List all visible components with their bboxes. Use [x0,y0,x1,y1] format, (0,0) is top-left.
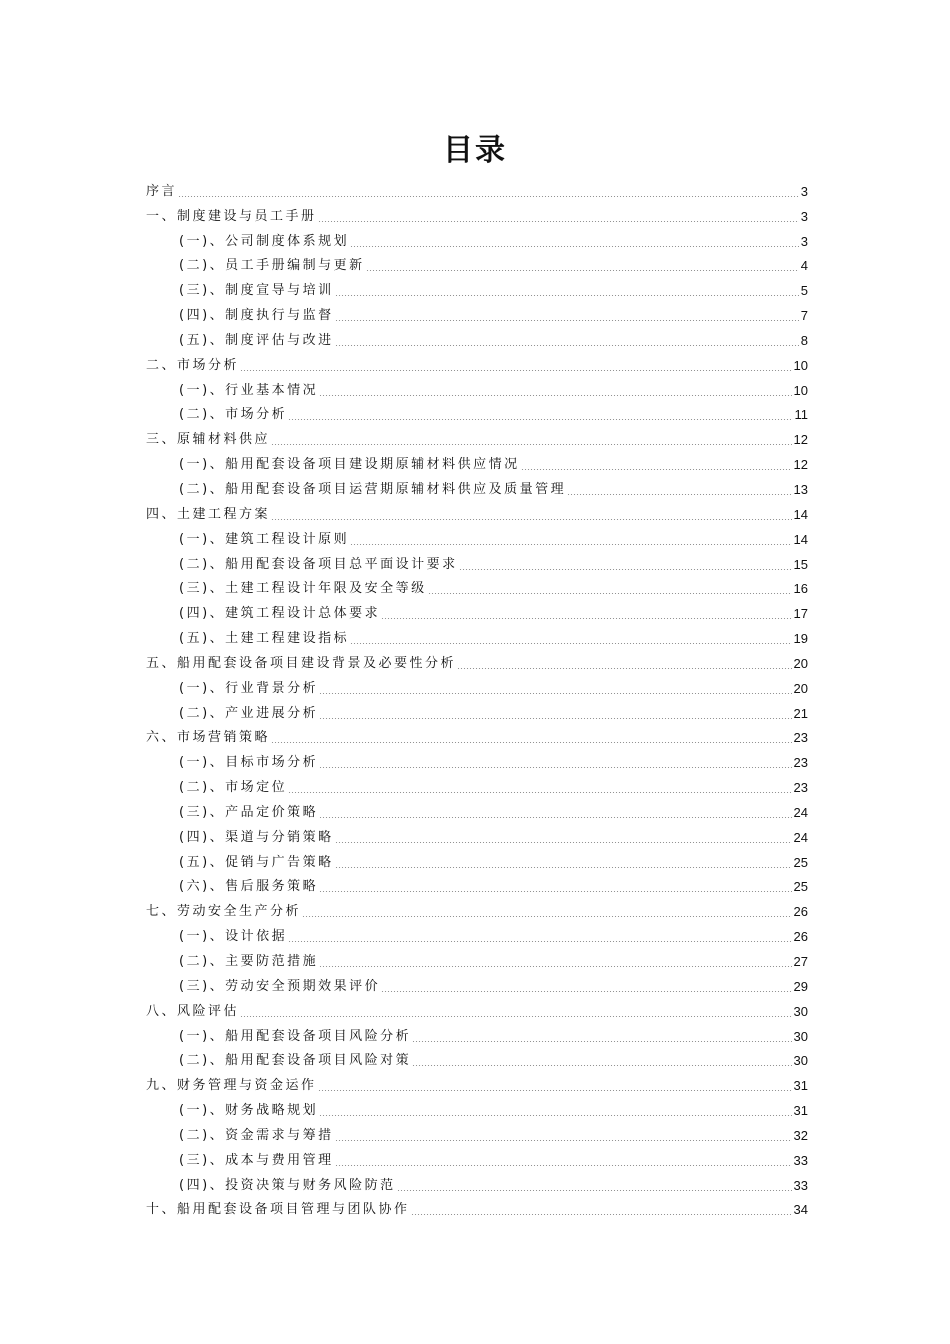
toc-entry-title: 七、劳动安全生产分析 [146,904,302,920]
toc-entry-title: (一)、设计依据 [179,929,288,945]
toc-subentry[interactable] [146,250,808,275]
toc-entry-title: (一)、目标市场分析 [179,755,319,771]
toc-entry[interactable] [146,498,808,523]
toc-subentry[interactable] [146,1045,808,1070]
toc-page-number: 27 [793,954,808,969]
toc-entry-title: (二)、市场定位 [179,780,288,796]
toc-subentry[interactable] [146,945,808,970]
toc-page-number: 14 [793,506,808,522]
toc-entry-title: 十、船用配套设备项目管理与团队协作 [146,1202,410,1218]
dot-leader [397,1190,792,1191]
toc-page-number: 29 [793,978,808,994]
toc-entry[interactable] [146,647,808,672]
toc-entry-title: (一)、财务战略规划 [179,1103,319,1119]
dot-leader [178,196,799,197]
toc-entry-title: 八、风险评估 [146,1003,240,1019]
toc-page-number: 3 [800,233,808,249]
toc-entry-title: (二)、资金需求与筹措 [179,1127,334,1143]
toc-page-number: 34 [793,1202,808,1218]
toc-subentry[interactable] [146,597,808,622]
toc-page-number: 10 [793,382,808,398]
toc-page-number: 30 [793,1003,808,1019]
toc-entry-title: (三)、制度宣导与培训 [179,283,334,299]
dot-leader [318,221,799,222]
dot-leader [335,345,799,346]
toc-page-number: 12 [793,457,808,473]
toc-entry-title: (二)、市场分析 [179,407,288,423]
toc-page-number: 31 [793,1078,808,1094]
toc-subentry[interactable] [146,920,808,945]
toc-entry-title: (五)、促销与广告策略 [179,854,334,870]
dot-leader [335,1140,792,1141]
toc-page-number: 24 [793,804,808,820]
dot-leader [428,593,792,594]
toc-page-number: 5 [800,283,808,299]
toc-subentry[interactable] [146,821,808,846]
dot-leader [319,817,791,818]
dot-leader [302,916,792,917]
toc-entry[interactable] [146,995,808,1020]
toc-page-number: 4 [800,258,808,274]
dot-leader [381,991,791,992]
toc-subentry[interactable] [146,324,808,349]
toc-page-number: 16 [793,581,808,597]
toc-page-number: 13 [793,481,808,497]
toc-page-number: 30 [793,1053,808,1069]
toc-subentry[interactable] [146,1169,808,1194]
toc-entry-title: (四)、制度执行与监督 [179,308,334,324]
toc-subentry[interactable] [146,1020,808,1045]
toc-page-number: 23 [793,755,808,771]
dot-leader [567,494,791,495]
dot-leader [240,1016,792,1017]
dot-leader [318,1090,792,1091]
dot-leader [335,320,799,321]
toc-subentry[interactable] [146,672,808,697]
toc-page-number: 19 [793,631,808,647]
toc-page-number: 31 [793,1103,808,1119]
toc-entry-title: 二、市场分析 [146,357,240,373]
toc-entry-title: (一)、建筑工程设计原则 [179,531,350,547]
dot-leader [412,1041,791,1042]
toc-entry-title: (五)、土建工程建设指标 [179,631,350,647]
toc-entry-title: (二)、船用配套设备项目总平面设计要求 [179,556,458,572]
toc-entry-title: (三)、产品定价策略 [179,804,319,820]
toc-entry[interactable] [146,895,808,920]
toc-subentry[interactable] [146,1144,808,1169]
dot-leader [335,1165,792,1166]
toc-subentry[interactable] [146,871,808,896]
toc-entry[interactable] [146,1194,808,1219]
dot-leader [521,469,792,470]
toc-entry[interactable] [146,423,808,448]
toc-entry-title: (三)、劳动安全预期效果评价 [179,978,381,994]
dot-leader [412,1065,791,1066]
toc-subentry[interactable] [146,299,808,324]
toc-page-number: 23 [793,780,808,796]
toc-subentry[interactable] [146,771,808,796]
dot-leader [319,891,791,892]
toc-page-number: 30 [793,1028,808,1044]
toc-subentry[interactable] [146,1119,808,1144]
toc-page-number: 3 [800,208,808,224]
toc-entry-title: (二)、产业进展分析 [179,705,319,721]
toc-entry[interactable] [146,200,808,225]
toc-page-number: 32 [793,1127,808,1143]
toc-entry-title: (五)、制度评估与改进 [179,332,334,348]
dot-leader [335,867,792,868]
toc-entry-title: 三、原辅材料供应 [146,432,271,448]
toc-subentry[interactable] [146,796,808,821]
toc-page-number: 26 [793,904,808,920]
toc-subentry[interactable] [146,548,808,573]
toc-entry-title: 五、船用配套设备项目建设背景及必要性分析 [146,655,457,671]
toc-subentry[interactable] [146,1094,808,1119]
toc-page-number: 23 [793,730,808,746]
toc-entry-title: 四、土建工程方案 [146,506,271,522]
toc-page-number: 25 [793,854,808,870]
dot-leader [288,941,791,942]
toc-entry-title: (四)、投资决策与财务风险防范 [179,1177,396,1193]
dot-leader [271,444,792,445]
toc-page-number: 10 [793,357,808,373]
dot-leader [411,1214,792,1215]
toc-subentry[interactable] [146,225,808,250]
toc-entry-title: (四)、渠道与分销策略 [179,829,334,845]
toc-page-number: 7 [800,308,808,324]
toc-entry-title: (一)、船用配套设备项目风险分析 [179,1028,412,1044]
toc-entry-title: 六、市场营销策略 [146,730,271,746]
toc-entry-title: (一)、船用配套设备项目建设期原辅材料供应情况 [179,457,520,473]
toc-entry-title: (一)、行业背景分析 [179,680,319,696]
toc-subentry[interactable] [146,846,808,871]
toc-page-number: 14 [793,531,808,547]
toc-page-number: 17 [793,606,808,622]
dot-leader [319,966,791,967]
toc-page-number: 12 [793,432,808,448]
toc-subentry[interactable] [146,746,808,771]
toc-entry-title: (一)、公司制度体系规划 [179,233,350,249]
toc-page-number: 21 [793,705,808,721]
toc-entry-title: (三)、成本与费用管理 [179,1152,334,1168]
dot-leader [319,395,791,396]
toc-page-number: 11 [794,407,808,423]
toc-page-number: 15 [793,556,808,572]
toc-entry-title: (二)、员工手册编制与更新 [179,258,365,274]
toc-subentry[interactable] [146,622,808,647]
toc-subentry[interactable] [146,573,808,598]
dot-leader [335,842,792,843]
dot-leader [459,569,792,570]
dot-leader [319,718,791,719]
toc-page-number: 25 [793,879,808,895]
toc-page-number: 24 [793,829,808,845]
dot-leader [271,519,792,520]
toc-subentry[interactable] [146,448,808,473]
toc-subentry[interactable] [146,970,808,995]
toc-entry-title: (一)、行业基本情况 [179,382,319,398]
toc-page-number: 20 [793,680,808,696]
toc-entry-title: (二)、主要防范措施 [179,954,319,969]
dot-leader [366,270,799,271]
dot-leader [288,419,792,420]
toc-subentry[interactable] [146,473,808,498]
page-title: 目录 [443,133,507,168]
table-of-contents [146,175,808,1218]
toc-entry[interactable] [146,722,808,747]
dot-leader [350,643,791,644]
toc-page-number: 33 [793,1177,808,1193]
toc-entry-title: 九、财务管理与资金运作 [146,1078,317,1094]
toc-subentry[interactable] [146,697,808,722]
toc-entry-title: (四)、建筑工程设计总体要求 [179,606,381,622]
toc-subentry[interactable] [146,274,808,299]
toc-entry-title: (二)、船用配套设备项目运营期原辅材料供应及质量管理 [179,481,567,497]
toc-subentry[interactable] [146,399,808,424]
toc-entry-title: (三)、土建工程设计年限及安全等级 [179,581,427,597]
dot-leader [288,792,791,793]
toc-page-number: 33 [793,1152,808,1168]
toc-page-number: 20 [793,655,808,671]
dot-leader [240,370,792,371]
toc-entry-title: (二)、船用配套设备项目风险对策 [179,1053,412,1069]
dot-leader [381,618,791,619]
toc-entry[interactable] [146,175,808,200]
toc-page-number: 3 [800,183,808,199]
dot-leader [319,1115,791,1116]
toc-entry-title: 序言 [146,183,178,199]
dot-leader [350,246,799,247]
dot-leader [350,544,791,545]
dot-leader [457,668,792,669]
toc-page-number: 8 [800,332,808,348]
dot-leader [319,767,791,768]
toc-entry-title: 一、制度建设与员工手册 [146,208,317,224]
toc-entry[interactable] [146,1069,808,1094]
toc-page-number: 26 [793,929,808,945]
toc-subentry[interactable] [146,523,808,548]
dot-leader [335,295,799,296]
dot-leader [271,742,792,743]
dot-leader [319,693,791,694]
toc-entry-title: (六)、售后服务策略 [179,879,319,895]
toc-subentry[interactable] [146,374,808,399]
toc-entry[interactable] [146,349,808,374]
